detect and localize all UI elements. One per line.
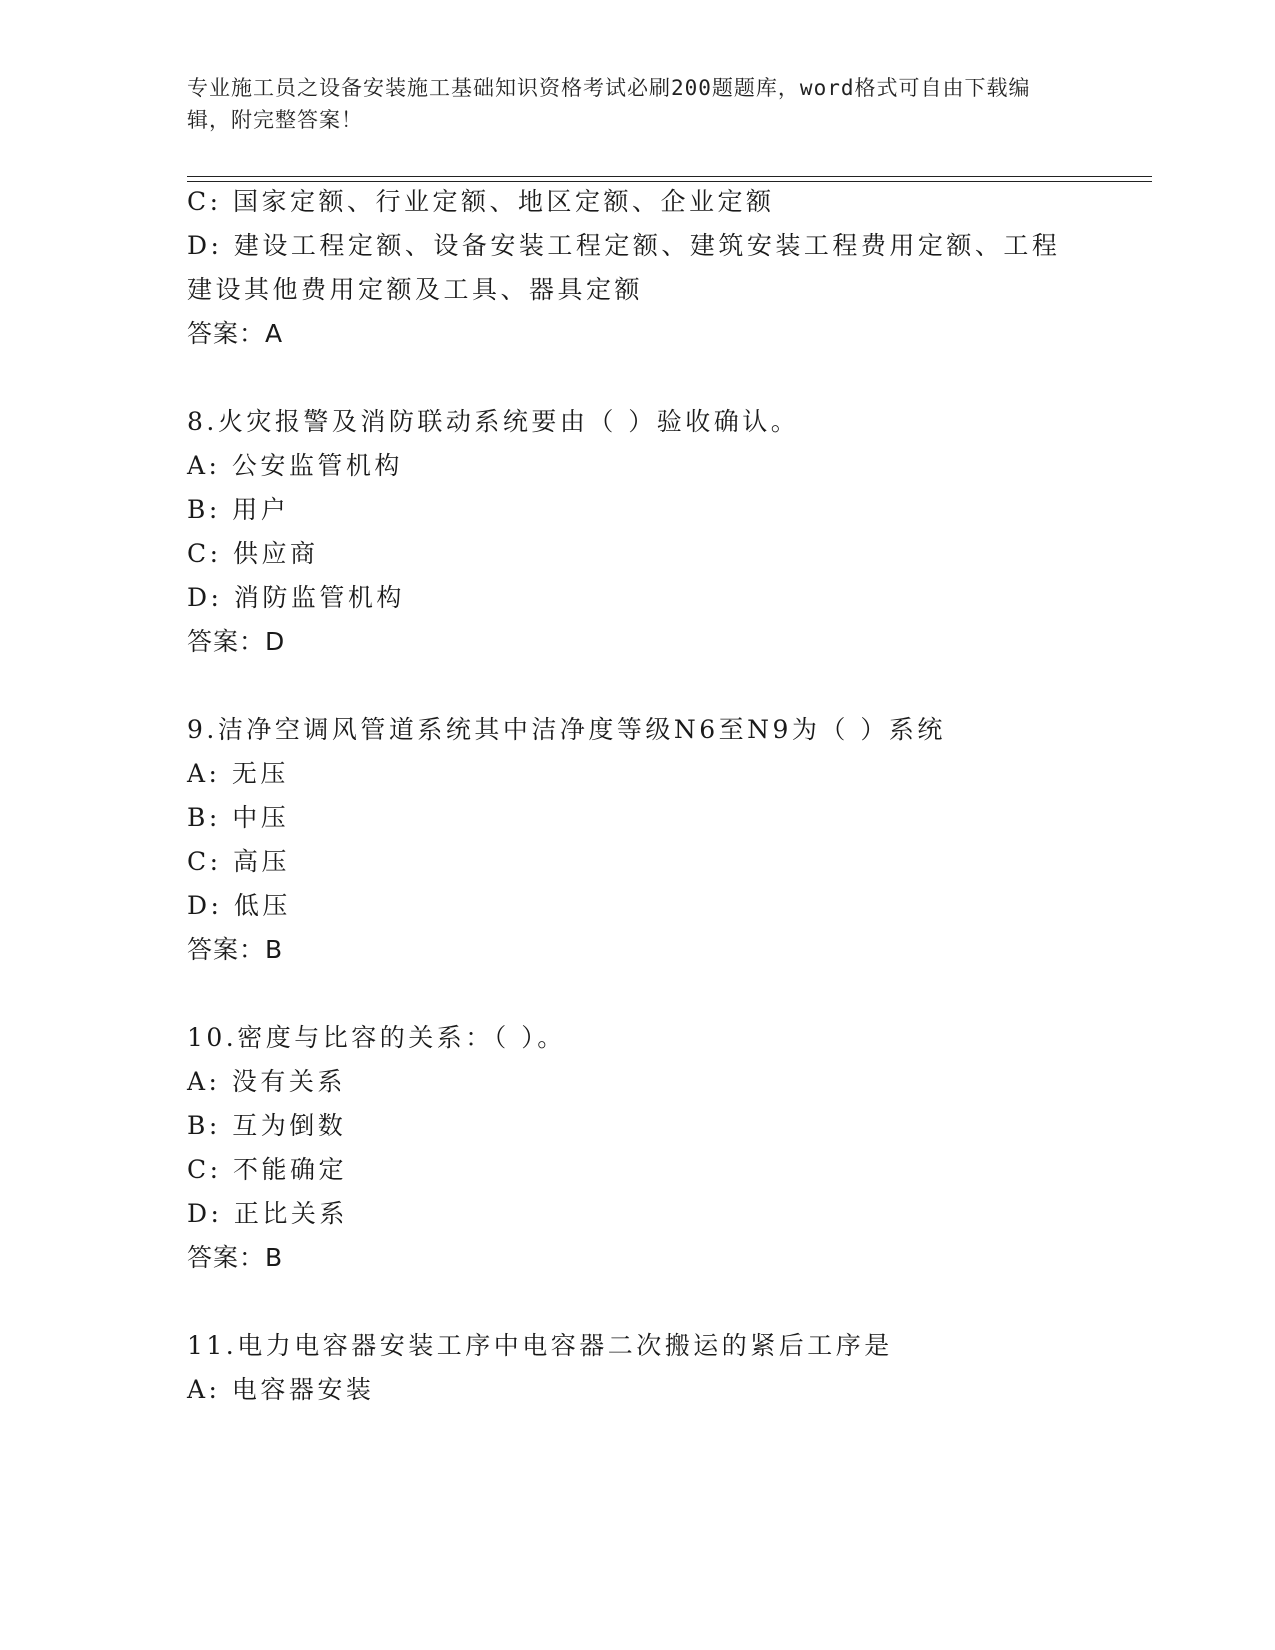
q8-option-d: D: 消防监管机构 <box>187 583 405 612</box>
header-rule-top <box>187 176 1152 177</box>
q8-option-c: C: 供应商 <box>187 539 319 568</box>
q10-option-a: A: 没有关系 <box>187 1067 346 1096</box>
q10-option-b: B: 互为倒数 <box>187 1111 347 1140</box>
q9-option-d: D: 低压 <box>187 891 291 920</box>
q8-option-b: B: 用户 <box>187 495 290 524</box>
q7-option-d-line2: 建设其他费用定额及工具、器具定额 <box>187 275 644 304</box>
q9-answer: 答案：B <box>187 935 284 964</box>
q8-question: 8.火灾报警及消防联动系统要由（ ）验收确认。 <box>187 407 800 436</box>
q10-question: 10.密度与比容的关系：（ ）。 <box>187 1023 566 1052</box>
document-header: 专业施工员之设备安装施工基础知识资格考试必刷200题题库，word格式可自由下载编辑，附完整答案！ <box>187 76 1031 132</box>
q11-option-a: A: 电容器安装 <box>187 1375 375 1404</box>
q8-option-a: A: 公安监管机构 <box>187 451 403 480</box>
q9-option-b: B: 中压 <box>187 803 290 832</box>
q10-option-c: C: 不能确定 <box>187 1155 347 1184</box>
q8-answer: 答案：D <box>187 627 286 656</box>
q10-option-d: D: 正比关系 <box>187 1199 348 1228</box>
q9-question: 9.洁净空调风管道系统其中洁净度等级N6至N9为（ ）系统 <box>187 715 946 744</box>
header-rule-bottom <box>187 181 1152 182</box>
q11-question: 11.电力电容器安装工序中电容器二次搬运的紧后工序是 <box>187 1331 893 1360</box>
q10-answer: 答案：B <box>187 1243 284 1272</box>
q7-option-d-line1: D: 建设工程定额、设备安装工程定额、建筑安装工程费用定额、工程 <box>187 231 1061 260</box>
q9-option-c: C: 高压 <box>187 847 290 876</box>
q7-option-c: C: 国家定额、行业定额、地区定额、企业定额 <box>187 187 775 216</box>
q9-option-a: A: 无压 <box>187 759 289 788</box>
q7-answer: 答案：A <box>187 319 284 348</box>
